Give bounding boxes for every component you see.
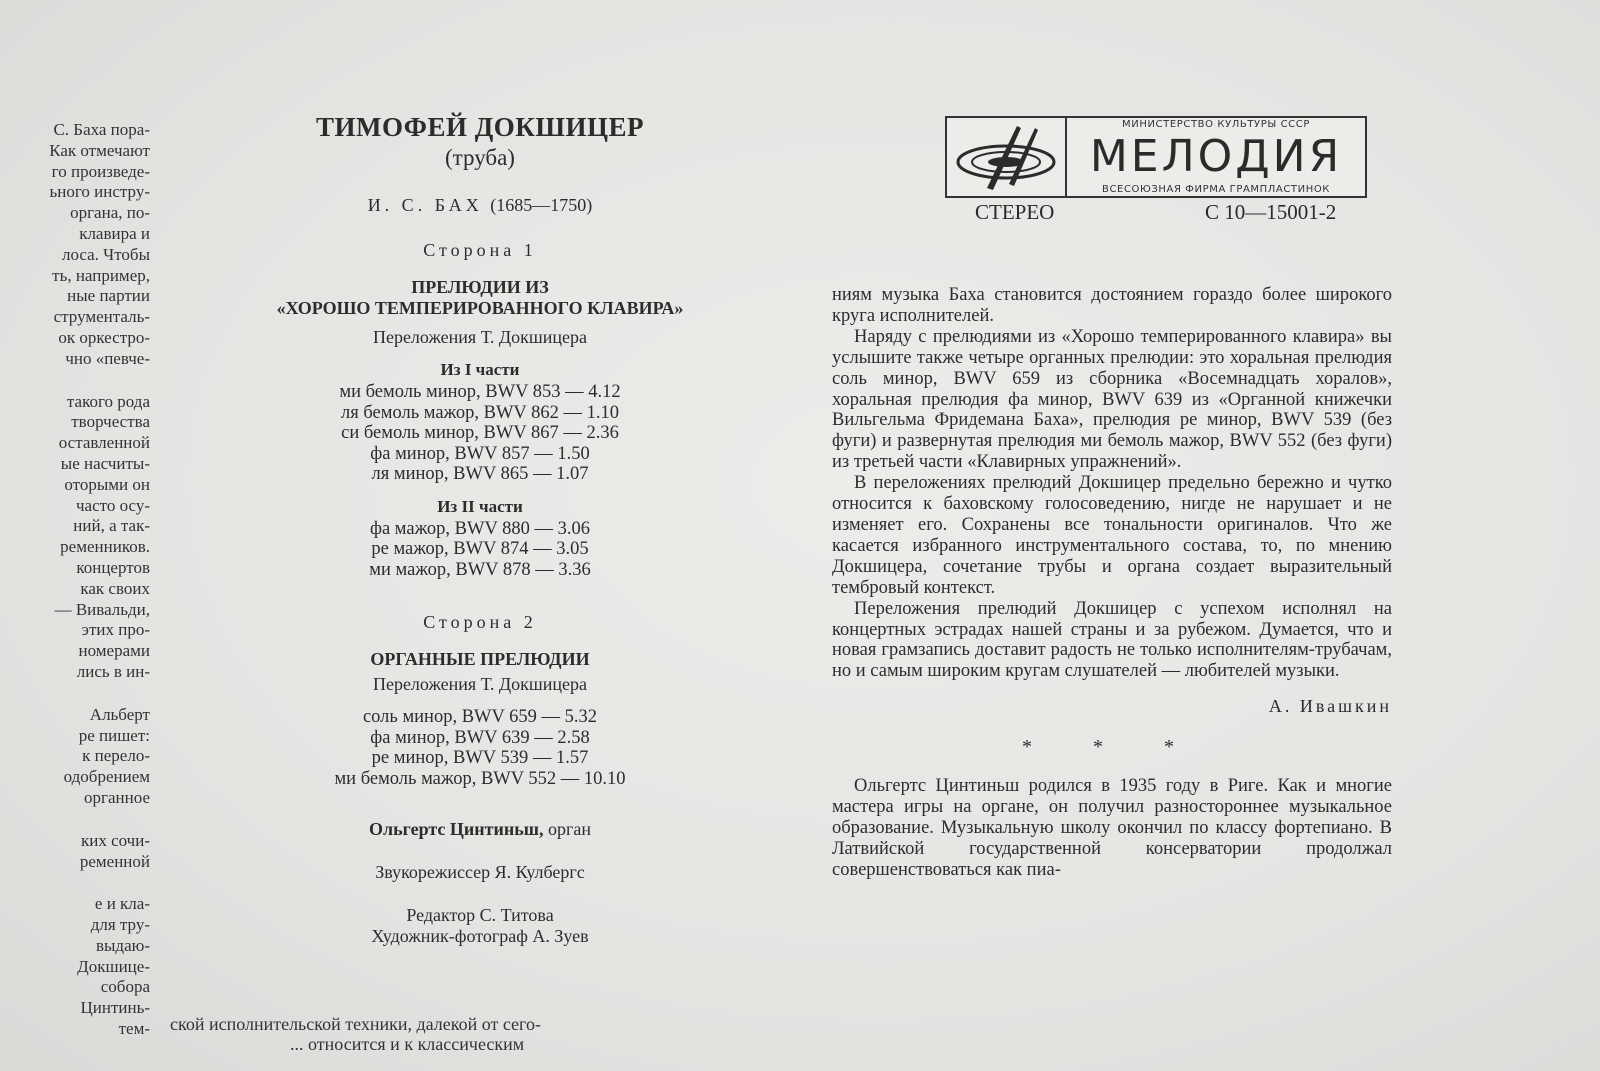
part-1-tracks <box>245 382 715 485</box>
middle-bottom-text <box>170 1014 770 1054</box>
left-text-line: лоса. Чтобы <box>61 244 150 264</box>
part-1-title: Из I части <box>440 360 520 379</box>
left-text-line: ких сочи- <box>80 830 150 850</box>
left-text-line: е и кла- <box>94 894 150 914</box>
left-text-line: клавира и <box>79 223 150 243</box>
liner-paragraph-1: ниям музыка Баха становится достоянием гораздо более широкого круга исполнителей. <box>832 285 1392 326</box>
left-text-line: Альберт <box>89 704 150 724</box>
track: ми бемоль мажор, BWV 552 — 10.10 <box>334 768 626 789</box>
composer-name: И. С. БАХ <box>367 195 483 215</box>
left-text-line: выдаю- <box>95 935 150 955</box>
logo-ministry: МИНИСТЕРСТВО КУЛЬТУРЫ СССР <box>1122 119 1310 130</box>
liner-notes <box>832 285 1392 881</box>
left-text-line: ременников. <box>60 537 150 557</box>
left-text-line: — Вивальди, <box>54 599 150 619</box>
part-2-title: Из II части <box>437 496 523 516</box>
left-text-line: чно «певче- <box>65 348 150 368</box>
catalog-number: С 10—15001-2 <box>1205 200 1337 224</box>
track: ми мажор, BWV 878 — 3.36 <box>369 559 591 580</box>
left-text-line: творчества <box>71 412 150 432</box>
left-text-line: ные партии <box>67 286 150 306</box>
side-1-work-title <box>245 277 715 319</box>
left-text-line: к перело- <box>82 746 150 766</box>
left-text-line: оставленной <box>58 433 150 453</box>
left-text-line: как своих <box>80 578 150 598</box>
left-text-line: лись в ин- <box>76 661 150 681</box>
track-listing <box>245 112 715 947</box>
liner-paragraph-2: Наряду с прелюдиями из «Хорошо темперированного клавира» вы услышите также четыре органных прелюдии: это хоральная прелюдия соль минор, BWV 659 из сборника «Восемнадцать хоралов», хоральная прелюдия фа минор, BWV 639 из «Органной книжечки Вильгельма Фридемана Баха», прелюдия ре минор, BWV 539 (без фуги) и развернутая прелюдия ми бемоль мажор, BWV 552 (без фуги) из третьей части «Клавирных упражнений». <box>832 326 1392 473</box>
left-text-line: ременной <box>79 851 150 871</box>
side-2-work-title: ОРГАННЫЕ ПРЕЛЮДИИ <box>370 649 590 669</box>
left-text-line: ьного инстру- <box>49 182 150 202</box>
left-text-line: часто осу- <box>75 495 150 515</box>
left-text-line: ний, а так- <box>73 516 150 536</box>
track: соль минор, BWV 659 — 5.32 <box>362 707 598 727</box>
liner-paragraph-4: Переложения прелюдий Докшицер с успехом исполнял на концертных эстрадах нашей страны и за рубежом. Думается, что и новая грамзапись доставит радость не только исполнителям-трубачам, но и самым широким кругам слушателей — любителей музыки. <box>832 598 1392 682</box>
composer-years: (1685—1750) <box>490 195 593 215</box>
engineer-credit: Звукорежиссер Я. Кулбергс <box>375 862 585 882</box>
side-1-label: Сторона 1 <box>423 240 537 260</box>
paragraph-gap <box>0 683 150 705</box>
left-text-line: органное <box>84 787 150 807</box>
left-text-line: ые насчиты- <box>60 453 150 473</box>
logo-company: ВСЕСОЮЗНАЯ ФИРМА ГРАМПЛАСТИНОК <box>1101 184 1330 195</box>
track: ми бемоль минор, BWV 853 — 4.12 <box>339 382 621 402</box>
left-text-line: Докшице- <box>77 956 150 976</box>
paragraph-gap <box>0 872 150 894</box>
organist-name: Ольгертс Цинтиньш, <box>369 819 544 839</box>
liner-paragraph-3: В переложениях прелюдий Докшицер предельно бережно и чутко относится к баховскому голосоведению, нигде не нарушает и не изменяет его. Сохранены все тональности оригиналов. Что же касается избранного инструментального состава, то, по мнению Докшицера, сочетание трубы и органа создает выразительный тембровый контекст. <box>832 473 1392 598</box>
artist-name: ТИМОФЕЙ ДОКШИЦЕР <box>315 112 645 142</box>
liner-author: А. Ивашкин <box>1268 696 1392 717</box>
track: ре мажор, BWV 874 — 3.05 <box>371 539 589 559</box>
track: ре минор, BWV 539 — 1.57 <box>371 748 589 768</box>
left-text-line: го произведе- <box>51 161 150 181</box>
left-text-line: собора <box>100 977 150 997</box>
track: фа минор, BWV 857 — 1.50 <box>370 443 590 464</box>
track: ля минор, BWV 865 — 1.07 <box>371 464 589 484</box>
left-text-line: такого рода <box>66 391 150 411</box>
side-1-arrangement: Переложения Т. Докшицера <box>372 327 588 347</box>
side-2-arrangement: Переложения Т. Докшицера <box>372 674 588 694</box>
track: фа мажор, BWV 880 — 3.06 <box>369 518 590 539</box>
side-1-work-line-2: «ХОРОШО ТЕМПЕРИРОВАННОГО КЛАВИРА» <box>276 298 684 318</box>
track: си бемоль минор, BWV 867 — 2.36 <box>341 423 619 443</box>
left-text-line: тем- <box>118 1019 150 1039</box>
format-label: СТЕРЕО <box>975 200 1055 224</box>
middle-bottom-line-2: ... относится и к классическим <box>290 1034 525 1054</box>
editor-credit: Редактор С. Титова <box>406 905 554 925</box>
logo-text <box>1067 118 1365 196</box>
left-text-line: оторыми он <box>64 474 150 494</box>
logo-name: МЕЛОДИЯ <box>1089 131 1343 182</box>
left-text-line: Цинтинь- <box>80 998 150 1018</box>
melodiya-logo <box>945 116 1367 198</box>
track: фа минор, BWV 639 — 2.58 <box>370 727 590 748</box>
left-text-line: одобрением <box>63 767 150 787</box>
organist-credit <box>245 819 715 840</box>
left-text-line: ре пишет: <box>78 725 150 745</box>
paragraph-gap <box>0 809 150 831</box>
left-text-line: струменталь- <box>53 307 150 327</box>
melodiya-record-icon <box>947 118 1067 196</box>
composer <box>245 195 715 216</box>
left-text-line: Как отмечают <box>49 140 150 160</box>
left-text-line: ть, например, <box>52 265 150 285</box>
side-2-label: Сторона 2 <box>423 612 537 632</box>
side-2-tracks <box>245 707 715 789</box>
left-text-line: номерами <box>78 641 150 661</box>
paragraph-gap <box>0 370 150 392</box>
side-1-work-line-1: ПРЕЛЮДИИ ИЗ <box>411 277 549 297</box>
section-divider: * * * <box>1022 736 1202 759</box>
organist-bio: Ольгертс Цинтиньш родился в 1935 году в Риге. Как и многие мастера игры на органе, он получил разностороннее музыкальное образование. Музыкальную школу окончил по классу фортепиано. В Латвийской государственной консерватории продолжал совершенствоваться как пиа- <box>832 776 1392 880</box>
left-text-line: концертов <box>76 557 150 577</box>
artist-instrument: (труба) <box>445 145 515 170</box>
middle-bottom-line-1: ской исполнительской техники, далекой от сего- <box>170 1014 541 1034</box>
part-2-tracks <box>245 519 715 581</box>
left-text-line: С. Баха пора- <box>53 120 150 139</box>
left-text-line: для тру- <box>90 915 150 935</box>
left-text-line: ок оркестро- <box>58 327 150 347</box>
track: ля бемоль мажор, BWV 862 — 1.10 <box>341 402 619 423</box>
left-text-line: этих про- <box>81 620 150 640</box>
left-text-column <box>0 120 150 1040</box>
photographer-credit: Художник-фотограф А. Зуев <box>371 926 589 946</box>
left-text-line: органа, по- <box>70 203 150 223</box>
organist-role: орган <box>547 819 591 839</box>
